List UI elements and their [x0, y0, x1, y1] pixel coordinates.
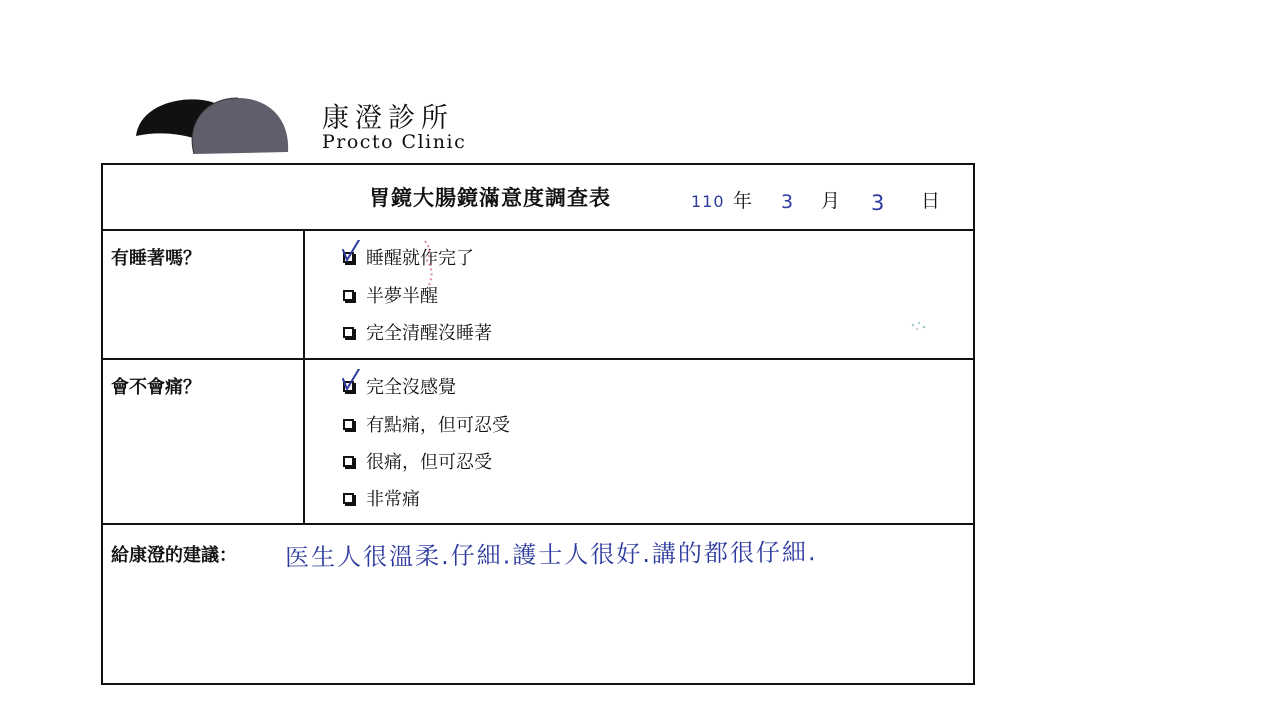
clinic-name-en: Procto Clinic [322, 131, 467, 153]
date-day-value[interactable]: 3 [871, 191, 885, 215]
option-text: 完全沒感覺 [366, 377, 456, 398]
option-sleep-woke-done[interactable] [343, 244, 474, 270]
option-sleep-awake[interactable] [343, 319, 492, 345]
column-divider-q1 [303, 229, 305, 358]
row-divider-title [103, 229, 973, 231]
option-text: 完全清醒沒睡著 [366, 323, 492, 344]
date-year-value[interactable]: 110 [691, 192, 725, 211]
option-pain-slight[interactable] [343, 411, 510, 437]
row-divider-q1 [103, 358, 973, 360]
clinic-name-cn: 康澄診所 [322, 103, 454, 134]
checkbox-checked-icon[interactable] [343, 381, 354, 392]
question-pain-label: 會不會痛？ [111, 377, 201, 398]
option-text: 半夢半醒 [366, 286, 438, 307]
checkbox-icon[interactable] [343, 456, 354, 467]
option-text: 睡醒就作完了 [366, 248, 474, 269]
question-sleep-label: 有睡著嗎？ [111, 248, 201, 269]
column-divider-q2 [303, 358, 305, 523]
checkbox-icon[interactable] [343, 419, 354, 430]
option-pain-extreme[interactable] [343, 485, 420, 511]
clinic-logo-icon [134, 94, 294, 156]
option-text: 很痛，但可忍受 [366, 452, 492, 473]
form-title: 胃鏡大腸鏡滿意度調查表 [369, 186, 611, 210]
checkbox-icon[interactable] [343, 327, 354, 338]
survey-form [101, 163, 975, 685]
checkbox-icon[interactable] [343, 290, 354, 301]
option-text: 非常痛 [366, 489, 420, 510]
faint-ink-speck-icon [909, 319, 931, 333]
option-sleep-half[interactable] [343, 282, 438, 308]
date-month-label: 月 [821, 190, 841, 212]
option-text: 有點痛，但可忍受 [366, 415, 510, 436]
row-divider-q2 [103, 523, 973, 525]
date-day-label: 日 [921, 190, 941, 212]
date-year-label: 年 [733, 190, 753, 212]
suggestion-label: 給康澄的建議： [111, 545, 237, 566]
handwritten-check-icon [341, 240, 363, 266]
option-pain-none[interactable] [343, 373, 456, 399]
suggestion-handwritten-text[interactable]: 医生人很溫柔.仔細.護士人很好.講的都很仔細. [284, 538, 818, 572]
option-pain-very[interactable] [343, 448, 492, 474]
checkbox-icon[interactable] [343, 493, 354, 504]
checkbox-checked-icon[interactable] [343, 252, 354, 263]
handwritten-check-icon [341, 369, 363, 395]
date-month-value[interactable]: 3 [781, 191, 794, 213]
